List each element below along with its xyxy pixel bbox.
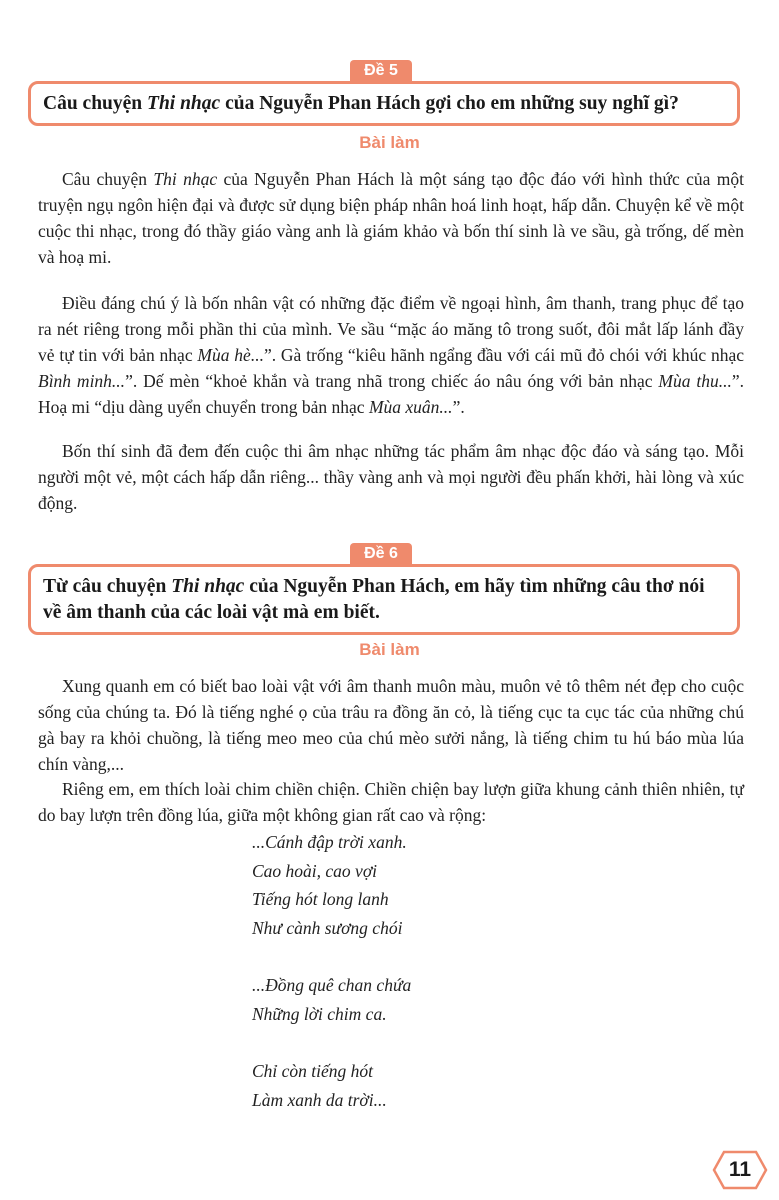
text-run-italic: Mùa xuân... (368, 397, 453, 417)
text-run: ”. Gà trống “kiêu hãnh ngẩng đầu với cái mũ đỏ chói với khúc nhạc (263, 345, 744, 365)
poem-line: Như cành sương chói (252, 917, 403, 938)
page-number (712, 1150, 768, 1190)
exam-5-label: Đề 5 (350, 60, 412, 82)
exam-6-question-post: của Nguyễn Phan Hách, em hãy tìm những câu thơ nói về âm thanh của các loài vật mà em biết. (43, 576, 705, 623)
text-run-italic: Bình minh... (38, 371, 126, 391)
stanza-gap (252, 942, 672, 971)
exam-6-answer-title: Bài làm (359, 640, 420, 659)
text-run-italic: Mùa thu... (658, 371, 732, 391)
exam-5-paragraph-3: Bốn thí sinh đã đem đến cuộc thi âm nhạc những tác phẩm âm nhạc độc đáo và sáng tạo. Mỗi người một vẻ, một cách hấp dẫn riêng... thầy vàng anh và mọi người đều phấn khởi, hài lòng và xúc động. (38, 441, 744, 513)
poem-line: Những lời chim ca. (252, 1003, 387, 1024)
poem-line: ...Đồng quê chan chứa (252, 975, 412, 995)
exam-6-question-italic: Thi nhạc (171, 576, 245, 597)
poem-line: ...Cánh đập trời xanh. (252, 832, 407, 852)
exam-5-paragraph-2 (38, 290, 744, 420)
exam-6-paragraph-2: Riêng em, em thích loài chim chiền chiện. Chiền chiện bay lượn giữa khung cảnh thiên nhiên, tự do bay lượn trên đồng lúa, giữa một không gian rất cao và rộng: (38, 779, 744, 825)
poem-line: Cao hoài, cao vợi (252, 860, 378, 881)
text-run-italic: Mùa hè... (197, 345, 264, 365)
poem-line: Tiếng hót long lanh (252, 889, 389, 909)
exam-6-label: Đề 6 (350, 543, 412, 565)
exam-6-question (28, 564, 740, 635)
exam-5-question (28, 81, 740, 126)
text-run-italic: Thi nhạc (153, 169, 218, 189)
poem-line: Làm xanh da trời... (252, 1089, 387, 1110)
exam-6-question-pre: Từ câu chuyện (43, 576, 172, 597)
exam-5-answer-title: Bài làm (359, 133, 420, 152)
poem-line: Chỉ còn tiếng hót (252, 1061, 374, 1081)
stanza-gap (252, 1028, 672, 1057)
exam-5-question-italic: Thi nhạc (147, 93, 221, 114)
text-run: của Nguyễn Phan Hách là một sáng tạo độc đáo với hình thức của một truyện ngụ ngôn hiện đại và được sử dụng biện pháp nhân hoá linh hoạt, hấp dẫn. Chuyện kể về một cuộc thi nhạc, trong đó thầy giáo vàng anh là giám khảo và bốn thí sinh là ve sầu, gà trống, dế mèn và hoạ mi. (38, 169, 744, 267)
exam-5-question-post: của Nguyễn Phan Hách gợi cho em những suy nghĩ gì? (220, 93, 679, 114)
exam-5-paragraph-1 (38, 166, 744, 270)
text-run: ”. (452, 397, 465, 417)
text-run: ”. Hoạ mi “dịu dàng uyển chuyển trong bản nhạc (38, 371, 744, 417)
poem (252, 828, 672, 1114)
text-run: Điều đáng chú ý là bốn nhân vật có những đặc điểm về ngoại hình, âm thanh, trang phục để tạo ra nét riêng trong mỗi phần thi của mình. Ve sầu “mặc áo măng tô trong suốt, đôi mắt lấp lánh đầy vẻ tự tin với bản nhạc (38, 293, 744, 365)
text-run: ”. Dế mèn “khoẻ khắn và trang nhã trong chiếc áo nâu óng với bản nhạc (125, 371, 659, 391)
text-run: Câu chuyện (62, 169, 154, 189)
exam-6-paragraph-1: Xung quanh em có biết bao loài vật với âm thanh muôn màu, muôn vẻ tô thêm nét đẹp cho cuộc sống của chúng ta. Đó là tiếng nghé ọ của trâu ra đồng ăn cỏ, là tiếng cục ta cục tác của những chú gà bay ra khỏi chuồng, là tiếng meo meo của chú mèo sưởi nắng, là tiếng chim tu hú báo mùa lúa chín vàng,... (38, 676, 744, 774)
exam-5-question-pre: Câu chuyện (43, 93, 148, 114)
page-number-text: 11 (728, 1158, 752, 1181)
